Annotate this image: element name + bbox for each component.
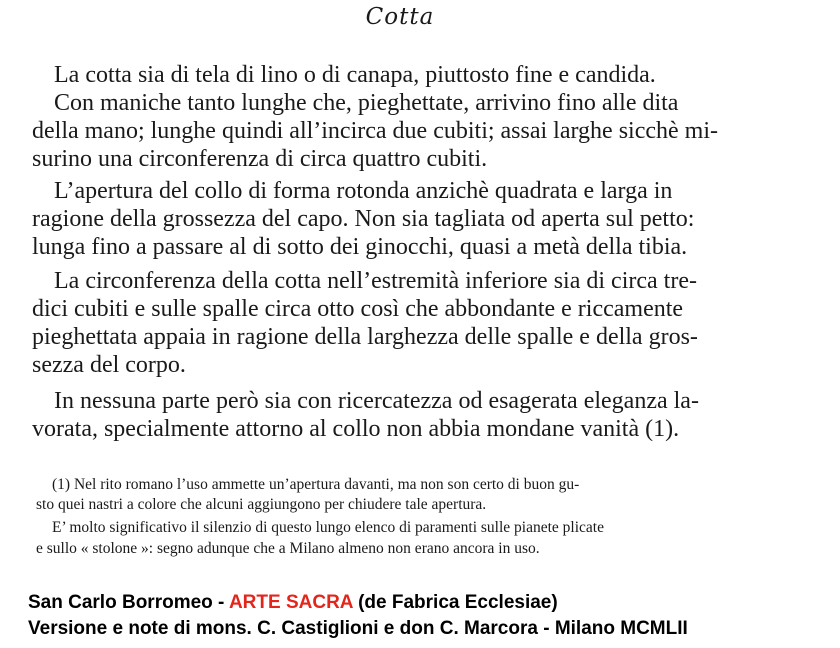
footnote-line: e sullo « stolone »: segno adunque che a Milano almeno non erano ancora in uso. — [36, 540, 540, 557]
text-line: La cotta sia di tela di lino o di canapa, piuttosto fine e candida. — [54, 62, 656, 88]
text-line: surino una circonferenza di circa quattro cubiti. — [32, 146, 488, 172]
text-line: della mano; lunghe quindi all’incirca due cubiti; assai larghe sicchè mi- — [32, 118, 719, 144]
text-line: In nessuna parte però sia con ricercatezza od esagerata eleganza la- — [54, 388, 699, 414]
text-line: L’apertura del collo di forma rotonda anzichè quadrata e larga in — [54, 178, 673, 204]
source-caption — [28, 590, 828, 642]
footnote-line: E’ molto significativo il silenzio di questo lungo elenco di paramenti sulle pianete plicate — [52, 519, 604, 536]
caption-credits: Versione e note di mons. C. Castiglioni e don C. Marcora - Milano MCMLII — [28, 618, 688, 639]
footnote-line: (1) Nel rito romano l’uso ammette un’apertura davanti, ma non son certo di buon gu- — [52, 476, 580, 493]
caption-work-title: ARTE SACRA — [228, 592, 353, 613]
text-line: ragione della grossezza del capo. Non sia tagliata od aperta sul petto: — [32, 206, 695, 232]
section-heading: Cotta — [365, 4, 435, 30]
text-line: dici cubiti e sulle spalle circa otto così che abbondante e riccamente — [32, 296, 684, 322]
footnote-line: sto quei nastri a colore che alcuni aggiungono per chiudere tale apertura. — [36, 496, 487, 513]
caption-work-subtitle: (de Fabrica Ecclesiae) — [352, 592, 558, 613]
text-line: pieghettata appaia in ragione della larghezza delle spalle e della gros- — [32, 324, 698, 350]
text-line: Con maniche tanto lunghe che, pieghettate, arrivino fino alle dita — [54, 90, 679, 116]
text-line: vorata, specialmente attorno al collo non abbia mondane vanità (1). — [32, 416, 680, 442]
text-line: La circonferenza della cotta nell’estremità inferiore sia di circa tre- — [54, 268, 697, 294]
text-line: sezza del corpo. — [32, 352, 186, 378]
caption-line-1 — [28, 590, 828, 616]
caption-author: San Carlo Borromeo - — [28, 592, 229, 613]
text-line: lunga fino a passare al di sotto dei ginocchi, quasi a metà della tibia. — [32, 234, 688, 260]
